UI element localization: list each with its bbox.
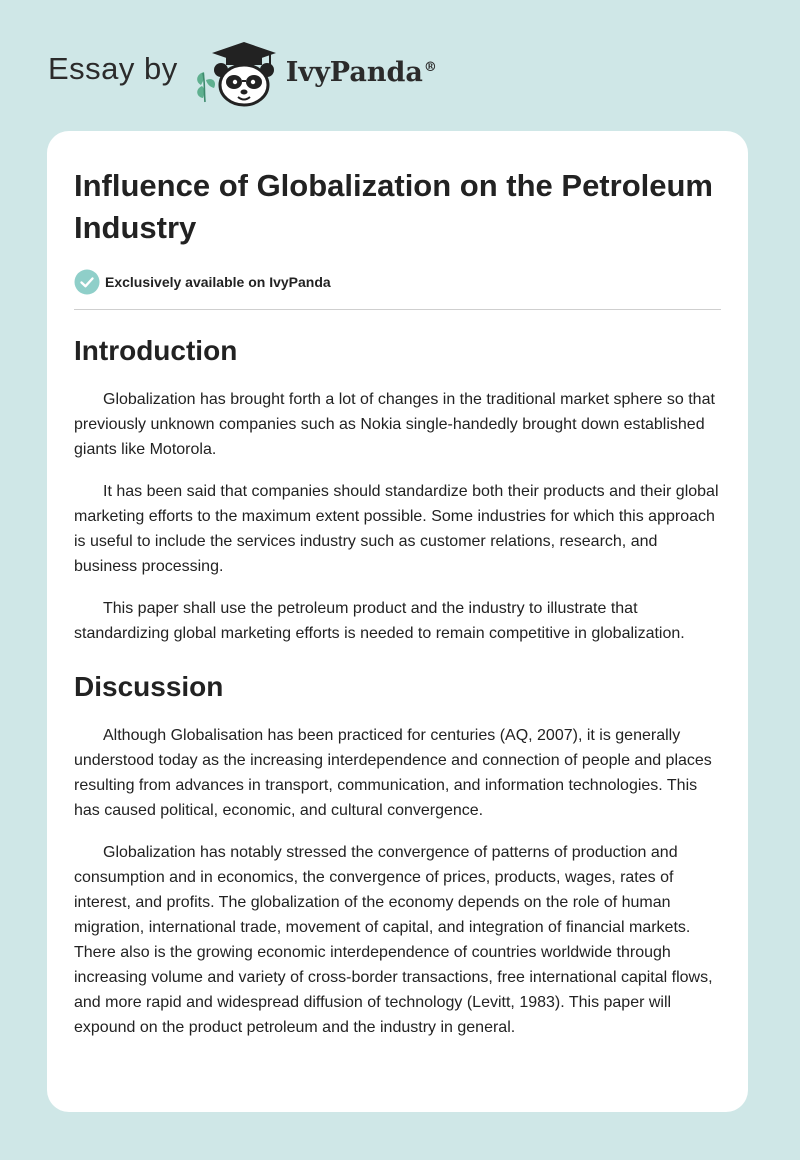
essay-by-label: Essay by bbox=[48, 51, 178, 86]
article-title: Influence of Globalization on the Petroleum Industry bbox=[74, 168, 713, 245]
article-card bbox=[47, 131, 748, 1112]
paragraph: Globalization has brought forth a lot of changes in the traditional market sphere so that previously unknown companies such as Nokia single-handedly brought down established giants like Motorola. bbox=[74, 391, 715, 458]
exclusive-badge-text: Exclusively available on IvyPanda bbox=[105, 274, 331, 290]
section-heading: Introduction bbox=[74, 335, 238, 366]
site-header bbox=[48, 36, 437, 108]
paragraph: This paper shall use the petroleum product and the industry to illustrate that standardizing global marketing efforts is needed to remain competitive in globalization. bbox=[74, 600, 685, 642]
paragraph: Although Globalisation has been practiced for centuries (AQ, 2007), it is generally understood today as the increasing interdependence and connection of people and places resulting from advances in transport, communication, and information technologies. This has caused political, economic, and cultural convergence. bbox=[74, 727, 712, 819]
exclusive-badge bbox=[74, 269, 721, 310]
ivypanda-logo-icon[interactable] bbox=[192, 36, 284, 108]
brand-text: IvyPanda bbox=[285, 56, 423, 88]
paragraph: Globalization has notably stressed the convergence of patterns of production and consumption and in economics, the convergence of prices, products, wages, rates of interest, and profits. The globalization of the economy depends on the role of human migration, international trade, movement of capital, and integration of financial markets. There also is the growing economic interdependence of countries worldwide through increasing volume and variety of cross-border transactions, free international capital flows, and more rapid and widespread diffusion of technology (Levitt, 1983). This paper will expound on the product petroleum and the industry in general. bbox=[74, 844, 713, 1036]
brand-name[interactable] bbox=[286, 57, 437, 88]
registered-mark: ® bbox=[423, 59, 437, 75]
paragraph: It has been said that companies should standardize both their products and their global marketing efforts to the maximum extent possible. Some industries for which this approach is useful to include the services industry such as customer relations, research, and business processing. bbox=[74, 483, 719, 575]
check-circle-icon bbox=[74, 269, 100, 295]
section-discussion bbox=[74, 669, 721, 1040]
section-heading: Discussion bbox=[74, 671, 224, 702]
section-introduction bbox=[74, 333, 721, 646]
